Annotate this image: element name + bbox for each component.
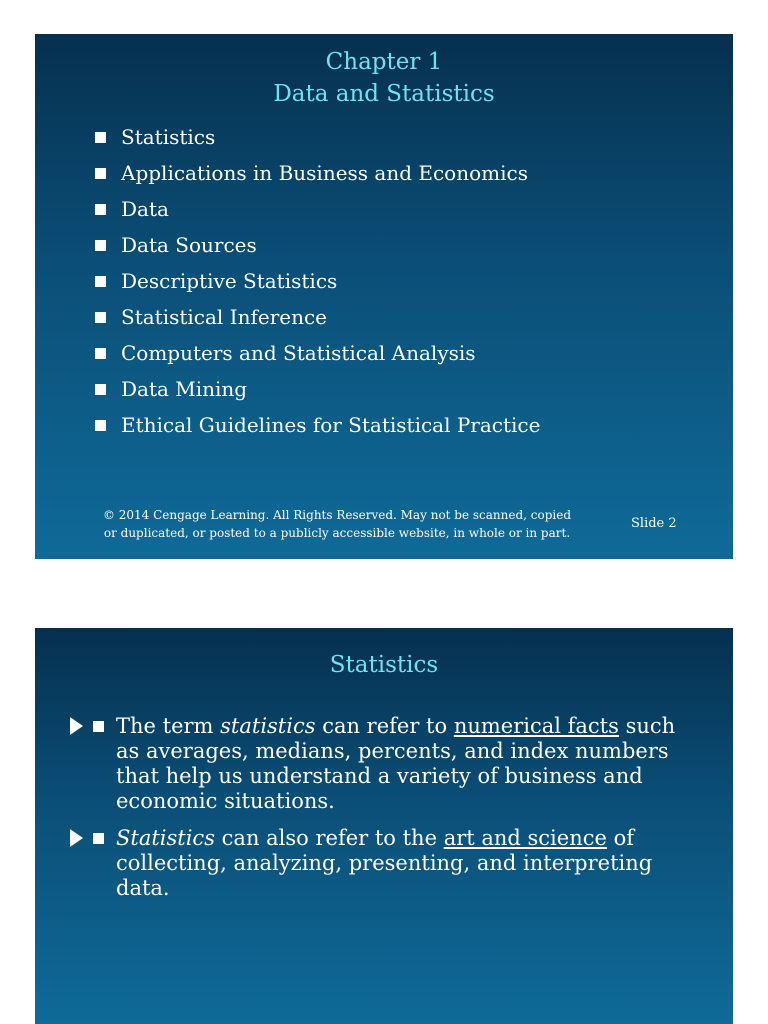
square-bullet-icon [95, 420, 106, 431]
square-bullet-icon [95, 384, 106, 395]
square-bullet-icon [95, 348, 106, 359]
text-segment: can also refer to the [214, 826, 444, 850]
square-bullet-icon [95, 132, 106, 143]
topic-item [95, 119, 540, 155]
slide-statistics [35, 628, 733, 1024]
topic-label: Descriptive Statistics [121, 269, 338, 293]
square-bullet-icon [93, 833, 104, 844]
list-item [70, 826, 700, 901]
topic-item [95, 263, 540, 299]
italic-term: Statistics [116, 826, 215, 850]
topic-label: Computers and Statistical Analysis [121, 341, 476, 365]
square-bullet-icon [95, 168, 106, 179]
topic-label: Data [121, 197, 169, 221]
slide-number: Slide 2 [631, 516, 677, 531]
topic-label: Ethical Guidelines for Statistical Practice [121, 413, 541, 437]
square-bullet-icon [95, 204, 106, 215]
triangle-bullet-icon [70, 717, 83, 735]
topic-item [95, 407, 540, 443]
square-bullet-icon [95, 276, 106, 287]
underlined-term: art and science [443, 826, 607, 850]
list-item [70, 714, 700, 814]
underlined-term: numerical facts [453, 714, 619, 738]
text-segment: such as averages, medians, percents, and index numbers that help us understand a variety of business and economic situations. [116, 714, 676, 813]
square-bullet-icon [95, 312, 106, 323]
topic-label: Data Sources [121, 233, 257, 257]
topic-label: Statistical Inference [121, 305, 328, 329]
slide-title [35, 46, 733, 110]
square-bullet-icon [95, 240, 106, 251]
topic-label: Applications in Business and Economics [121, 161, 528, 185]
text-segment: can refer to [315, 714, 454, 738]
copyright-line-1: © 2014 Cengage Learning. All Rights Reserved. May not be scanned, copied [102, 508, 572, 522]
copyright-line-2: or duplicated, or posted to a publicly accessible website, in whole or in part. [103, 526, 571, 540]
topic-item [95, 191, 540, 227]
point-text [116, 714, 700, 814]
point-text [116, 826, 700, 901]
topic-item [95, 371, 540, 407]
topic-label: Data Mining [121, 377, 248, 401]
topic-item [95, 227, 540, 263]
copyright-notice [83, 506, 591, 542]
topic-item [95, 335, 540, 371]
topic-label: Statistics [121, 125, 216, 149]
chapter-number: Chapter 1 [325, 49, 443, 75]
slide-title: Statistics [329, 652, 439, 678]
point-list [70, 714, 700, 913]
chapter-title: Data and Statistics [273, 81, 495, 107]
topic-list [95, 119, 540, 443]
slide-chapter-overview [35, 34, 733, 559]
square-bullet-icon [93, 721, 104, 732]
text-segment: The term [116, 714, 221, 738]
topic-item [95, 299, 540, 335]
topic-item [95, 155, 540, 191]
triangle-bullet-icon [70, 829, 83, 847]
text-segment: of collecting, analyzing, presenting, and interpreting data. [116, 826, 653, 900]
italic-term: statistics [220, 714, 316, 738]
